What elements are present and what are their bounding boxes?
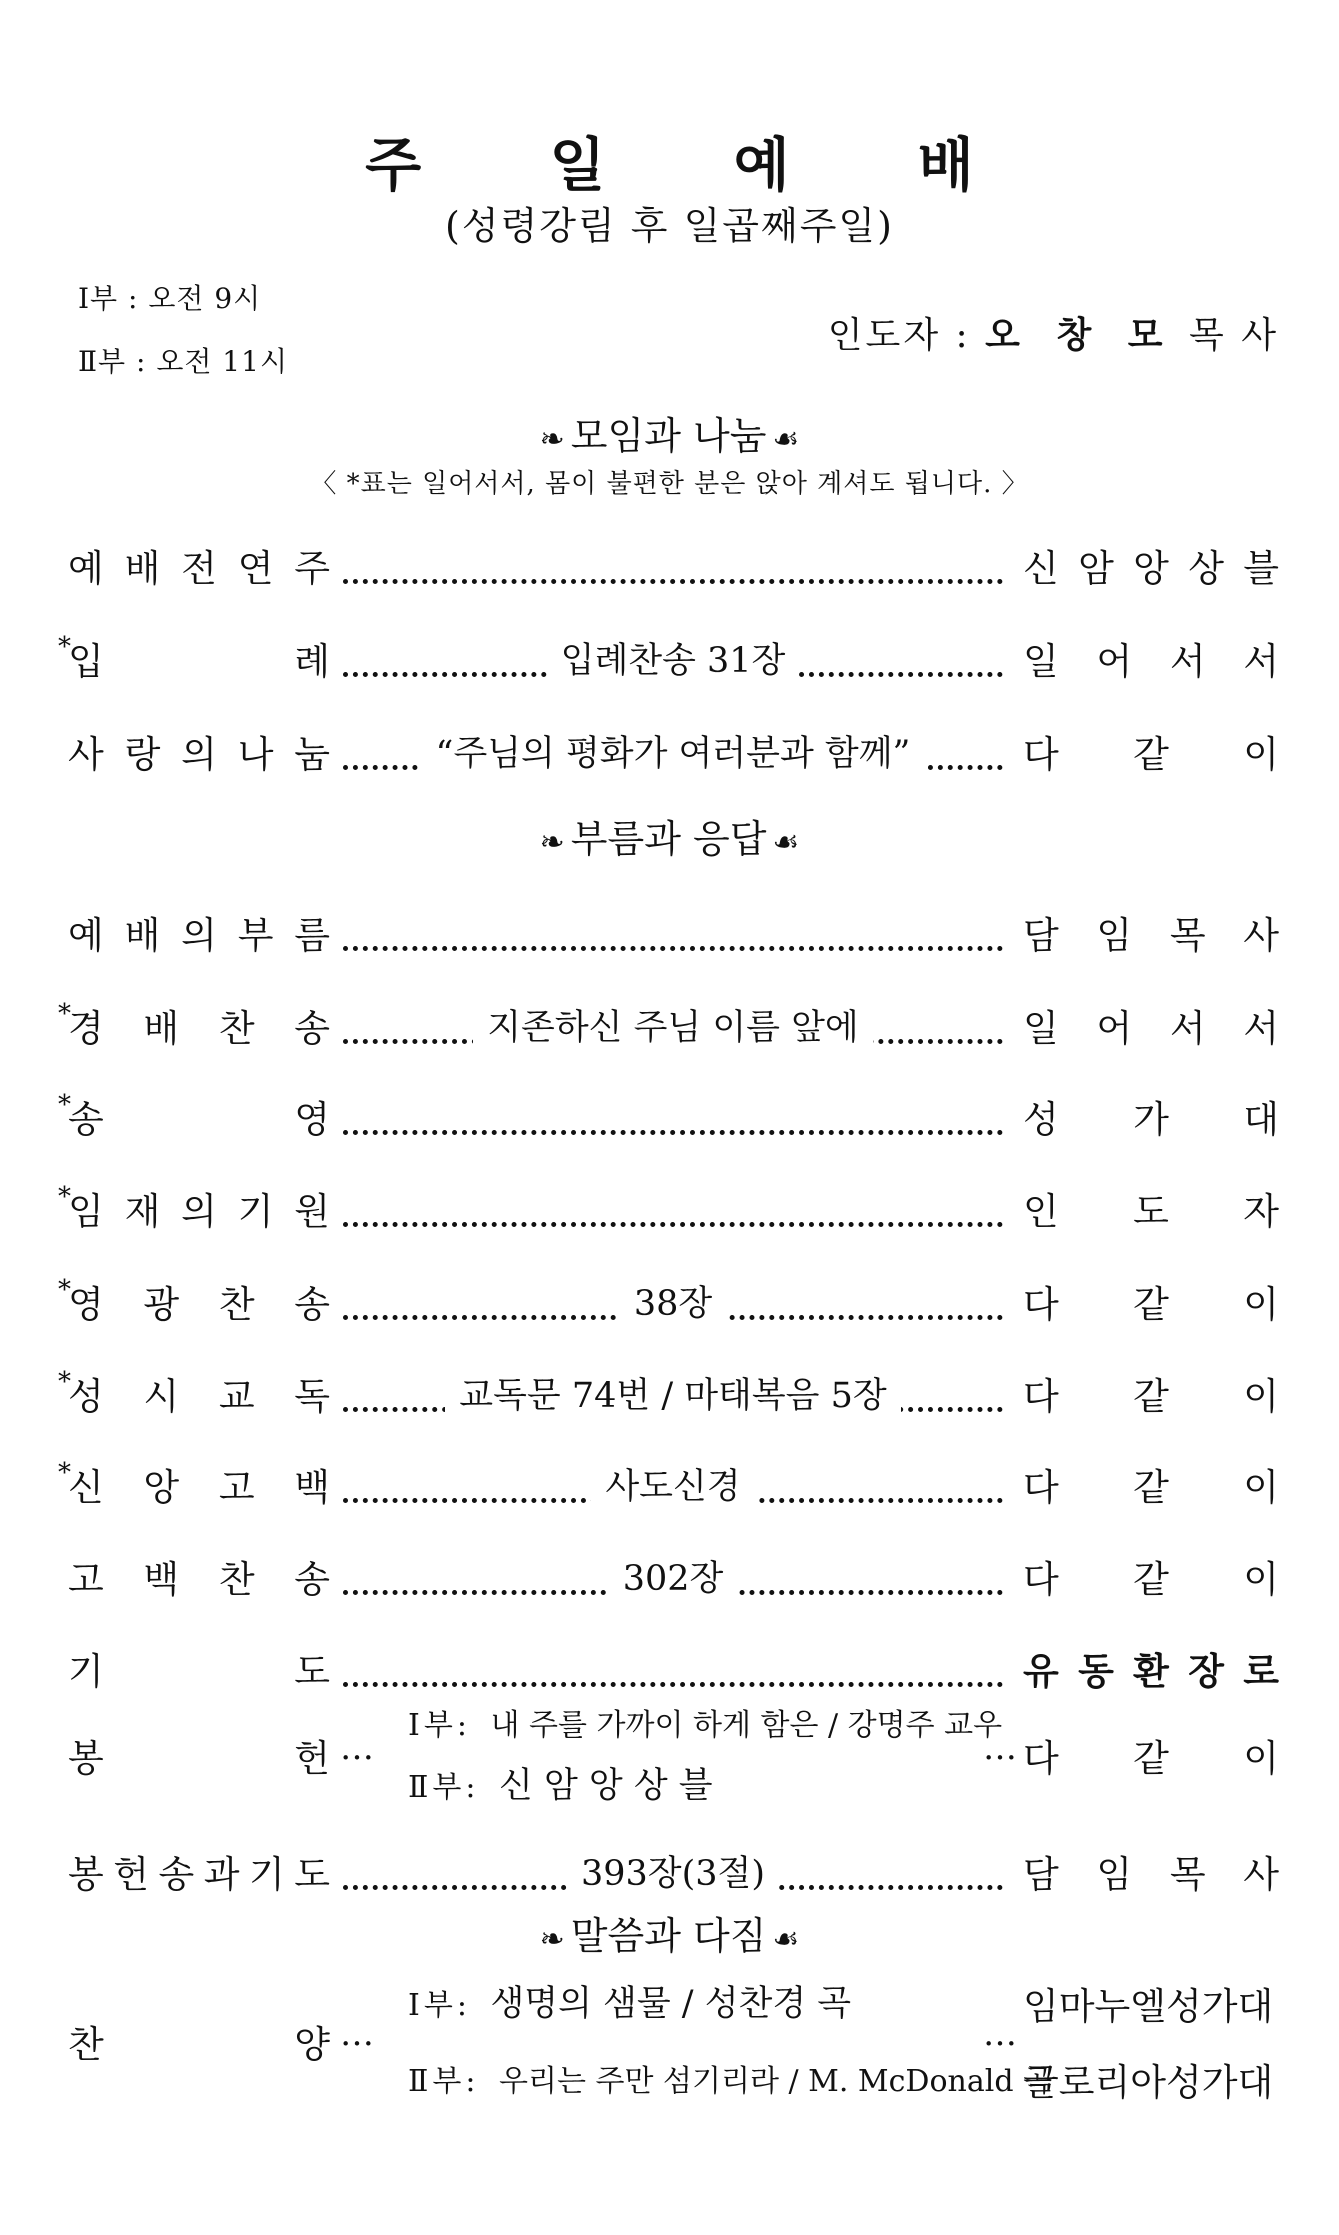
glyph: 이 <box>1243 1375 1279 1418</box>
glyph: 원 <box>294 1190 330 1233</box>
order-row <box>58 1365 1279 1421</box>
row-right <box>1023 1640 1279 1696</box>
glyph: 이 <box>1243 1558 1279 1601</box>
part-text: 신 암 앙 상 블 <box>499 1766 713 1806</box>
glyph: 봉 <box>68 1853 104 1896</box>
offering-row <box>68 1700 1279 1810</box>
glyph: 기 <box>68 1650 104 1693</box>
ornament-right-icon: ☙ <box>772 825 800 860</box>
glyph: 의 <box>181 733 217 776</box>
standing-marker: * <box>58 999 71 1029</box>
row-right <box>1023 904 1279 960</box>
glyph: 입 <box>68 640 104 683</box>
order-row <box>58 1088 1279 1144</box>
offering-part-2 <box>408 1758 713 1808</box>
glyph: 이 <box>1243 733 1279 776</box>
part-label: Ⅰ부: <box>408 1988 471 2023</box>
order-row <box>68 1640 1279 1696</box>
row-center <box>343 1273 1003 1329</box>
glyph: 이 <box>1243 1283 1279 1326</box>
order-row <box>68 537 1279 593</box>
glyph: 백 <box>294 1466 330 1509</box>
standing-marker: * <box>58 1090 71 1120</box>
row-detail: 302장 <box>609 1551 738 1601</box>
glyph: 로 <box>1243 1649 1279 1693</box>
row-right <box>1023 1548 1279 1604</box>
glyph: 임 <box>1096 914 1133 957</box>
part-text: 생명의 샘물 / 성찬경 곡 <box>490 1984 852 2024</box>
leader-title: 목 사 <box>1189 315 1279 356</box>
row-label <box>68 904 330 960</box>
glyph: 송 <box>158 1853 195 1896</box>
anthem-part-2 <box>408 2056 1052 2100</box>
glyph: 같 <box>1133 1375 1169 1418</box>
glyph: 다 <box>1023 1466 1059 1509</box>
part-label: Ⅱ부: <box>408 1770 480 1805</box>
glyph: 고 <box>68 1558 104 1601</box>
service-time-1: Ⅰ부 : 오전 9시 <box>78 282 262 315</box>
leader-name: 오 창 모 <box>985 314 1175 356</box>
row-label <box>68 1365 330 1421</box>
glyph: 서 <box>1243 1007 1279 1050</box>
ornament-left-icon: ❧ <box>539 422 565 457</box>
glyph: 사 <box>1243 914 1279 957</box>
glyph: 앙 <box>143 1466 180 1509</box>
glyph: 재 <box>124 1190 161 1233</box>
glyph: 성 <box>68 1375 104 1418</box>
row-right <box>1023 537 1279 593</box>
row-label <box>68 1088 330 1144</box>
glyph: 다 <box>1023 1283 1059 1326</box>
order-row <box>58 1180 1279 1236</box>
ornament-left-icon: ❧ <box>539 1922 565 1957</box>
anthem-choir-2: 글로리아성가대 <box>1023 2061 1274 2104</box>
row-right <box>1023 1728 1279 1782</box>
glyph: 찬 <box>68 2023 104 2066</box>
glyph: 일 <box>1023 640 1059 683</box>
glyph: 임 <box>1096 1853 1133 1896</box>
dotted-leader <box>343 1192 1003 1227</box>
glyph: 송 <box>68 1098 104 1141</box>
row-detail: 38장 <box>620 1276 726 1326</box>
order-row <box>68 1548 1279 1604</box>
order-row <box>68 904 1279 960</box>
glyph: 유 <box>1023 1649 1059 1693</box>
glyph: 동 <box>1078 1649 1114 1693</box>
row-center <box>343 630 1003 686</box>
glyph: 부 <box>237 914 274 957</box>
glyph: 신 <box>68 1466 104 1509</box>
glyph: 독 <box>294 1375 330 1418</box>
page-title: 주 일 예 배 <box>365 131 1028 199</box>
order-row <box>58 997 1279 1053</box>
row-right <box>1023 1088 1279 1144</box>
row-right <box>1023 997 1279 1053</box>
glyph: 이 <box>1243 1737 1279 1780</box>
glyph: 대 <box>1243 1098 1279 1141</box>
glyph: 담 <box>1023 1853 1059 1896</box>
glyph: 과 <box>203 1853 240 1896</box>
glyph: 찬 <box>218 1283 255 1326</box>
glyph: 자 <box>1243 1190 1279 1233</box>
row-right <box>1023 1273 1279 1329</box>
glyph: 어 <box>1096 1007 1133 1050</box>
dotted-leader <box>343 549 1003 584</box>
order-row <box>58 630 1279 686</box>
row-label <box>68 723 330 779</box>
glyph: 다 <box>1023 1375 1059 1418</box>
row-detail: 사도신경 <box>591 1459 754 1509</box>
glyph: 같 <box>1133 733 1169 776</box>
row-detail: “주님의 평화가 여러분과 함께” <box>422 726 925 776</box>
row-label <box>68 1180 330 1236</box>
row-center <box>343 1843 1003 1899</box>
glyph: 일 <box>1023 1007 1059 1050</box>
glyph: 송 <box>294 1558 330 1601</box>
glyph: 이 <box>1243 1466 1279 1509</box>
glyph: 의 <box>181 914 217 957</box>
glyph: 다 <box>1023 733 1059 776</box>
glyph: 사 <box>1243 1853 1279 1896</box>
glyph: 경 <box>68 1007 104 1050</box>
ornament-right-icon: ☙ <box>772 422 800 457</box>
glyph: 상 <box>1188 547 1224 590</box>
glyph: 헌 <box>294 1737 330 1780</box>
row-detail: 입례찬송 31장 <box>547 633 800 683</box>
order-row <box>58 1456 1279 1512</box>
glyph: 환 <box>1133 1649 1169 1693</box>
dotted-leader <box>343 916 1003 951</box>
glyph: 같 <box>1133 1283 1169 1326</box>
section-heading-word <box>0 1905 1339 1960</box>
row-center <box>343 997 1003 1053</box>
row-label <box>68 1843 330 1899</box>
section-title: 모임과 나눔 <box>570 414 767 458</box>
row-label <box>68 1728 330 1782</box>
leader-label: 인도자 : <box>827 315 971 356</box>
row-label <box>68 997 330 1053</box>
row-label <box>68 1456 330 1512</box>
standing-marker: * <box>58 632 71 662</box>
glyph: 송 <box>294 1007 330 1050</box>
glyph: 광 <box>143 1283 180 1326</box>
ellipsis: … <box>340 1728 374 1768</box>
glyph: 례 <box>294 640 330 683</box>
glyph: 같 <box>1133 1737 1169 1780</box>
row-label <box>68 1273 330 1329</box>
glyph: 배 <box>124 547 161 590</box>
row-center <box>343 723 1003 779</box>
standing-marker: * <box>58 1367 71 1397</box>
glyph: 시 <box>143 1375 180 1418</box>
row-center <box>343 1456 1003 1512</box>
glyph: 같 <box>1133 1558 1169 1601</box>
glyph: 담 <box>1023 914 1059 957</box>
anthem-choir-1: 임마누엘성가대 <box>1023 1985 1274 2028</box>
row-label <box>68 1548 330 1604</box>
glyph: 백 <box>143 1558 180 1601</box>
row-right <box>1023 1843 1279 1899</box>
row-label <box>68 630 330 686</box>
glyph: 목 <box>1169 914 1206 957</box>
row-right <box>1023 630 1279 686</box>
offering-part-1 <box>408 1700 1002 1744</box>
glyph: 인 <box>1023 1190 1059 1233</box>
glyph: 어 <box>1096 640 1133 683</box>
glyph: 교 <box>218 1375 255 1418</box>
row-center <box>343 1548 1003 1604</box>
glyph: 양 <box>294 2023 330 2066</box>
part-label: Ⅰ부: <box>408 1708 471 1743</box>
glyph: 찬 <box>218 1007 255 1050</box>
glyph: 배 <box>143 1007 180 1050</box>
glyph: 전 <box>181 547 217 590</box>
glyph: 암 <box>1078 547 1114 590</box>
part-text: 내 주를 가까이 하게 함은 / 강명주 교우 <box>490 1708 1003 1743</box>
glyph: 나 <box>237 733 274 776</box>
row-label <box>68 1640 330 1696</box>
glyph: 름 <box>294 914 330 957</box>
order-row <box>68 1843 1279 1899</box>
section-heading-gathering <box>0 405 1339 460</box>
standing-marker: * <box>58 1182 71 1212</box>
service-time-2: Ⅱ부 : 오전 11시 <box>78 345 288 378</box>
glyph: 예 <box>68 547 104 590</box>
page-subtitle: (성령강림 후 일곱째주일) <box>445 204 894 248</box>
ellipsis: … <box>983 1728 1017 1768</box>
row-center <box>343 1365 1003 1421</box>
glyph: 가 <box>1133 1098 1169 1141</box>
glyph: 블 <box>1243 547 1279 590</box>
dotted-leader <box>343 1100 1003 1135</box>
row-right <box>1023 723 1279 779</box>
glyph: 영 <box>294 1098 330 1141</box>
glyph: 기 <box>249 1853 285 1896</box>
glyph: 눔 <box>294 733 330 776</box>
glyph: 도 <box>1133 1190 1169 1233</box>
glyph: 서 <box>1169 1007 1206 1050</box>
row-right <box>1023 1365 1279 1421</box>
order-row <box>68 723 1279 779</box>
glyph: 장 <box>1188 1649 1224 1693</box>
glyph: 서 <box>1243 640 1279 683</box>
ornament-left-icon: ❧ <box>539 825 565 860</box>
glyph: 영 <box>68 1283 104 1326</box>
row-detail: 교독문 74번 / 마태복음 5장 <box>445 1368 900 1418</box>
standing-marker: * <box>58 1275 71 1305</box>
glyph: 배 <box>124 914 161 957</box>
ellipsis: … <box>983 2014 1017 2054</box>
glyph: 기 <box>237 1190 274 1233</box>
glyph: 앙 <box>1133 547 1169 590</box>
part-text: 우리는 주만 섬기리라 / M. McDonald 곡 <box>499 2064 1053 2099</box>
row-detail: 지존하신 주님 이름 앞에 <box>473 1000 872 1050</box>
glyph: 성 <box>1023 1098 1059 1141</box>
row-right <box>1023 1180 1279 1236</box>
row-label <box>68 2014 330 2068</box>
row-detail: 393장(3절) <box>567 1846 779 1896</box>
glyph: 같 <box>1133 1466 1169 1509</box>
glyph: 신 <box>1023 547 1059 590</box>
section-title: 부름과 응답 <box>570 817 767 861</box>
order-row <box>58 1273 1279 1329</box>
ellipsis: … <box>340 2014 374 2054</box>
glyph: 주 <box>294 547 330 590</box>
dotted-leader <box>343 1652 1003 1687</box>
row-label <box>68 537 330 593</box>
glyph: 사 <box>68 733 104 776</box>
section-heading-calling <box>0 808 1339 863</box>
ornament-right-icon: ☙ <box>772 1922 800 1957</box>
glyph: 헌 <box>113 1853 149 1896</box>
glyph: 도 <box>294 1853 330 1896</box>
section-title: 말씀과 다짐 <box>570 1914 767 1958</box>
glyph: 송 <box>294 1283 330 1326</box>
glyph: 고 <box>218 1466 255 1509</box>
glyph: 봉 <box>68 1737 104 1780</box>
row-right <box>1023 1456 1279 1512</box>
glyph: 의 <box>181 1190 217 1233</box>
standing-note: 〈 *표는 일어서서, 몸이 불편한 분은 앉아 계셔도 됩니다. 〉 <box>310 469 1029 499</box>
glyph: 다 <box>1023 1737 1059 1780</box>
glyph: 서 <box>1169 640 1206 683</box>
glyph: 예 <box>68 914 104 957</box>
glyph: 목 <box>1169 1853 1206 1896</box>
anthem-row <box>68 1976 1279 2106</box>
glyph: 임 <box>68 1190 104 1233</box>
glyph: 찬 <box>218 1558 255 1601</box>
part-label: Ⅱ부: <box>408 2064 480 2099</box>
glyph: 다 <box>1023 1558 1059 1601</box>
glyph: 도 <box>294 1650 330 1693</box>
glyph: 랑 <box>124 733 161 776</box>
glyph: 연 <box>237 547 274 590</box>
anthem-part-1 <box>408 1976 851 2026</box>
standing-marker: * <box>58 1458 71 1488</box>
worship-leader <box>828 307 1279 358</box>
